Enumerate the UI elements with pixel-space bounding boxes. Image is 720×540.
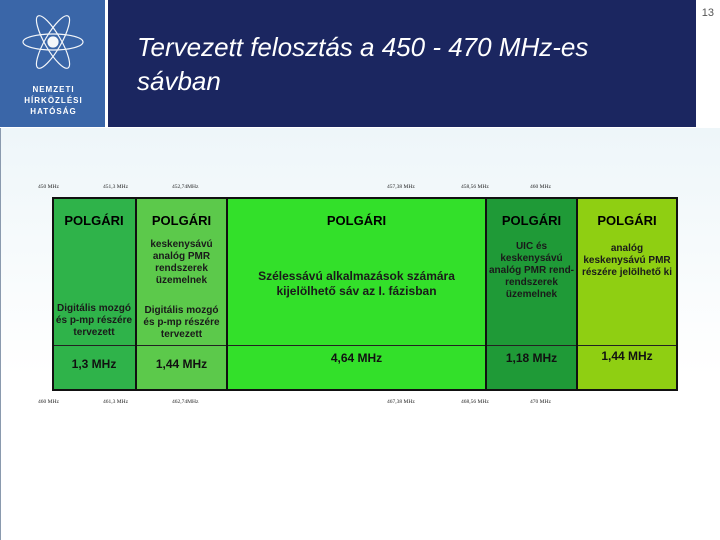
band-2-lower-text: Digitális mozgó és p-mp részére tervezett	[143, 305, 220, 340]
band-2-header: POLGÁRI	[151, 213, 212, 228]
top-tick-2: 452,74MHz	[172, 184, 199, 190]
band-1-lower-text: Digitális mozgó és p-mp részére tervezett	[55, 303, 133, 338]
band-1	[53, 199, 137, 389]
bottom-tick-3: 467,38 MHz	[387, 399, 415, 405]
band-4	[487, 199, 578, 389]
band-4-divider	[487, 345, 576, 346]
band-4-width: 1,18 MHz	[505, 351, 558, 365]
bottom-tick-1: 461,3 MHz	[103, 399, 129, 405]
top-tick-0: 450 MHz	[38, 184, 59, 190]
band-4-header: POLGÁRI	[501, 213, 562, 228]
band-3-header: POLGÁRI	[326, 213, 387, 228]
band-3-lower-text: Szélessávú alkalmazások számára kijelölhető sáv az I. fázisban	[258, 269, 455, 298]
band-2-divider	[137, 345, 226, 346]
band-3	[228, 199, 487, 389]
band-5-header: POLGÁRI	[597, 213, 657, 228]
page-number: 13	[701, 7, 714, 19]
band-5-upper-text: analóg keskenysávú PMR részére jelölhető ki	[581, 243, 673, 278]
bottom-tick-0: 460 MHz	[38, 399, 59, 405]
slide-title	[137, 30, 677, 98]
title-line-1: Tervezett felosztás a 450 - 470 MHz-es	[137, 32, 589, 62]
band-2	[137, 199, 228, 389]
logo-line-1: NEMZETI	[32, 85, 75, 94]
band-5-width: 1,44 MHz	[601, 349, 653, 363]
band-1-divider	[53, 345, 135, 346]
band-2-width: 1,44 MHz	[155, 357, 208, 371]
band-2-upper-text: keskenysávú analóg PMR rendszerek üzemelnek	[150, 239, 213, 286]
top-tick-4: 458,56 MHz	[461, 184, 489, 190]
top-tick-3: 457,38 MHz	[387, 184, 415, 190]
band-3-width: 4,64 MHz	[330, 351, 383, 365]
nmhh-logo	[0, 0, 107, 127]
band-4-upper-text: UIC és keskenysávú analóg PMR rend-rendszerek üzemelnek	[489, 241, 575, 300]
title-line-2: sávban	[137, 66, 221, 96]
band-3-divider	[228, 345, 485, 346]
band-5	[578, 199, 676, 389]
band-5-divider	[578, 345, 676, 346]
star-icon	[0, 2, 107, 82]
bottom-tick-4: 468,56 MHz	[461, 399, 489, 405]
bottom-tick-5: 470 MHz	[530, 399, 551, 405]
band-1-header: POLGÁRI	[64, 213, 124, 228]
logo-line-3: HATÓSÁG	[30, 107, 77, 116]
bottom-tick-2: 462,74MHz	[172, 399, 199, 405]
logo-line-2: HÍRKÖZLÉSI	[24, 96, 83, 105]
top-tick-5: 460 MHz	[530, 184, 551, 190]
band-1-width: 1,3 MHz	[71, 357, 117, 371]
top-tick-1: 451,3 MHz	[103, 184, 129, 190]
